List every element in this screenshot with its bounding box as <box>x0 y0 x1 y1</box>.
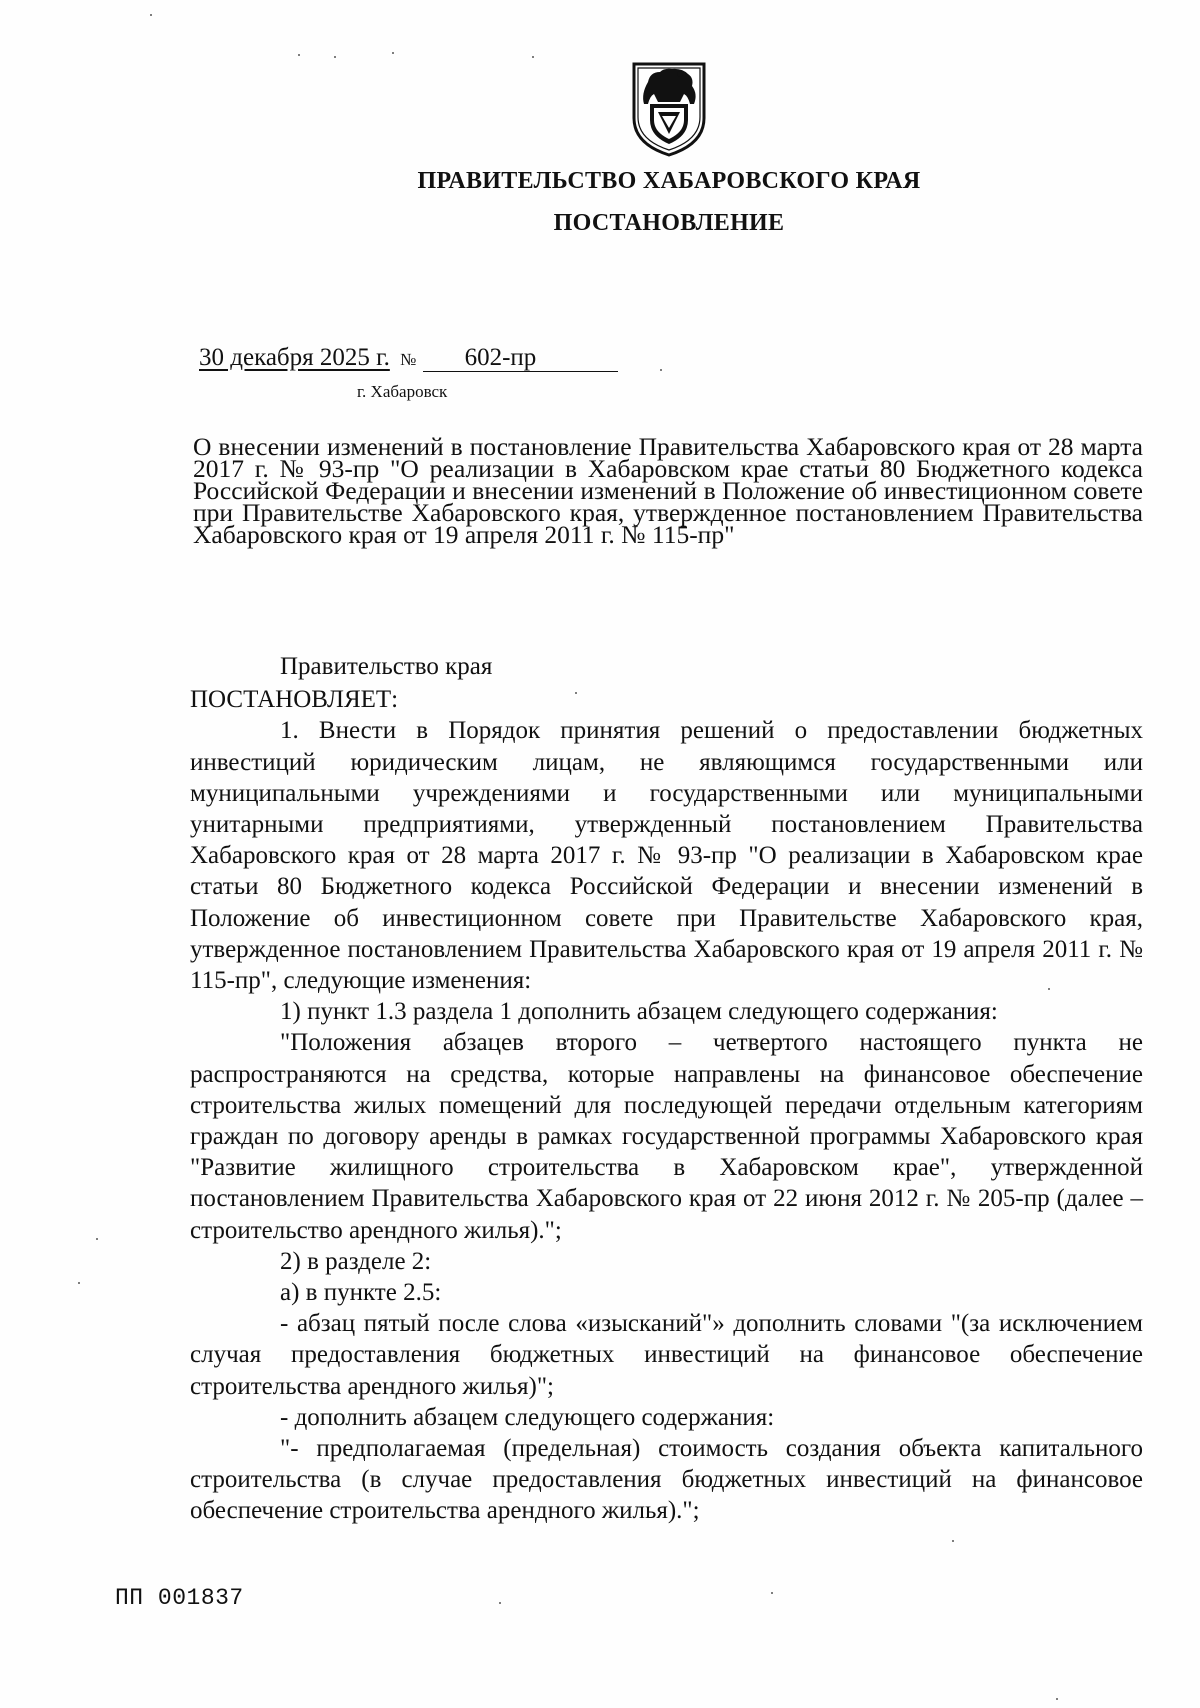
scan-speck <box>96 1238 98 1240</box>
scan-speck <box>78 1282 80 1284</box>
scan-speck <box>298 54 300 56</box>
scan-speck <box>952 1540 954 1542</box>
paragraph: а) в пункте 2.5: <box>280 1279 442 1307</box>
number-sign: № <box>400 350 417 369</box>
resolves-line: ПОСТАНОВЛЯЕТ: <box>190 686 399 714</box>
document-date: 30 декабря 2025 г. <box>199 344 390 371</box>
scan-speck <box>1056 1698 1058 1700</box>
scan-speck <box>532 56 534 58</box>
scan-speck <box>1048 988 1050 990</box>
scan-speck <box>334 56 336 58</box>
scan-speck <box>392 52 394 54</box>
date-number-line <box>199 344 618 372</box>
paragraph: - дополнить абзацем следующего содержания: <box>280 1403 775 1431</box>
paragraph: - абзац пятый после слова «изысканий"» дополнить словами "(за исключением случая предоставления бюджетных инвестиций на финансовое обеспечение строительства арендного жилья)"; <box>190 1310 1143 1400</box>
document-number: 602-пр <box>423 345 618 372</box>
issuer-line: Правительство края <box>280 653 493 680</box>
scan-speck <box>575 692 577 694</box>
paragraph: "Положения абзацев второго – четвертого настоящего пункта не распространяются на средства, которые направлены на финансовое обеспечение строительства жилых помещений для последующей передачи отдельным категориям граждан по договору аренды в рамках государственной программы Хабаровского края "Развитие жилищного строительства в Хабаровском крае", утвержденной постановлением Правительства Хабаровского края от 22 июня 2012 г. № 205-пр (далее – строительство арендного жилья)."; <box>190 1029 1143 1244</box>
document-type-title: ПОСТАНОВЛЕНИЕ <box>553 210 785 236</box>
paragraph: 2) в разделе 2: <box>280 1247 432 1275</box>
scan-speck <box>499 1602 501 1604</box>
document-subject: О внесении изменений в постановление Правительства Хабаровского края от 28 марта 2017 г. № 93-пр "О реализации в Хабаровском крае статьи 80 Бюджетного кодекса Российской Федерации и внесении изменений в Положение об инвестиционном совете при Правительстве Хабаровского края, утвержденное постановлением Правительства Хабаровского края от 19 апреля 2011 г. № 115-пр" <box>193 432 1143 549</box>
document-body <box>190 651 1143 1527</box>
scan-speck <box>660 369 662 371</box>
scan-speck <box>150 14 152 16</box>
document-city: г. Хабаровск <box>357 382 448 401</box>
paragraph: 1. Внести в Порядок принятия решений о предоставлении бюджетных инвестиций юридическим лицам, не являющимся государственными или муниципальными учреждениями и государственными или муниципальными унитарными предприятиями, утвержденный постановлением Правительства Хабаровского края от 28 марта 2017 г. № 93-пр "О реализации в Хабаровском крае статьи 80 Бюджетного кодекса Российской Федерации и внесении изменений в Положение об инвестиционном совете при Правительстве Хабаровского края, утвержденное постановлением Правительства Хабаровского края от 19 апреля 2011 г. № 115-пр", следующие изменения: <box>190 717 1143 995</box>
paragraph: "- предполагаемая (предельная) стоимость создания объекта капитального строительства (в случае предоставления бюджетных инвестиций на финансовое обеспечение строительства арендного жилья)."; <box>190 1435 1143 1525</box>
khabarovsk-coat-of-arms-icon <box>628 60 710 158</box>
footer-serial-code: ПП 001837 <box>115 1585 244 1611</box>
government-title: ПРАВИТЕЛЬСТВО ХАБАРОВСКОГО КРАЯ <box>417 168 921 194</box>
scan-speck <box>771 1592 773 1594</box>
paragraph: 1) пункт 1.3 раздела 1 дополнить абзацем следующего содержания: <box>280 998 998 1026</box>
